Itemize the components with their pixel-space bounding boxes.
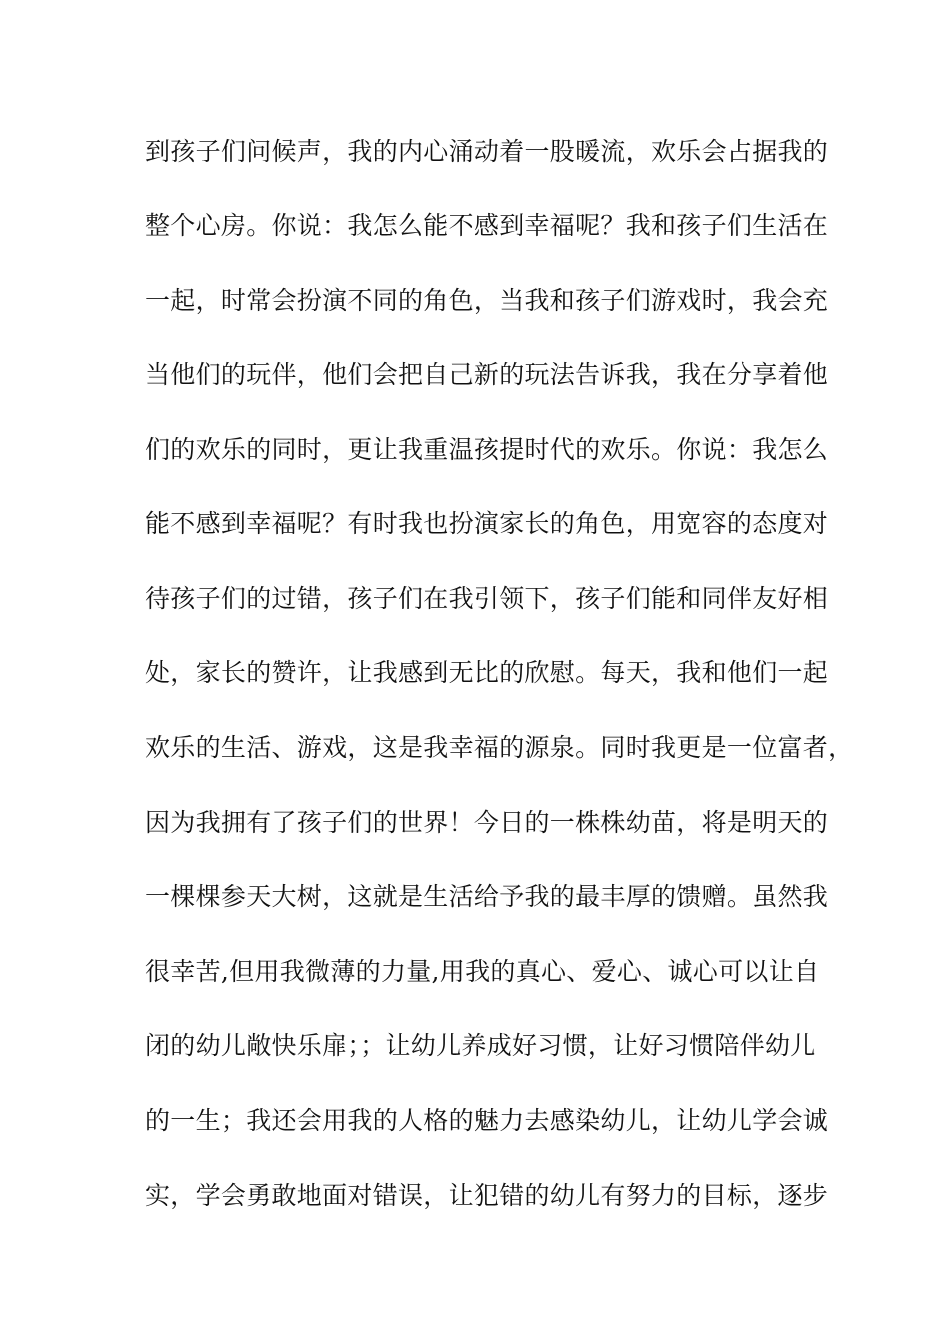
paragraph-line: 们的欢乐的同时，更让我重温孩提时代的欢乐。你说：我怎么 (145, 435, 829, 464)
paragraph-line: 能不感到幸福呢？有时我也扮演家长的角色，用宽容的态度对 (145, 509, 829, 538)
paragraph-line: 很幸苦,但用我微薄的力量,用我的真心、爱心、诚心可以让自 (145, 957, 820, 986)
paragraph-line: 一起，时常会扮演不同的角色，当我和孩子们游戏时，我会充 (145, 286, 829, 315)
paragraph-line: 当他们的玩伴，他们会把自己新的玩法告诉我，我在分享着他 (145, 360, 829, 389)
paragraph-line: 整个心房。你说：我怎么能不感到幸福呢？我和孩子们生活在 (145, 211, 829, 240)
paragraph-line: 因为我拥有了孩子们的世界！今日的一株株幼苗，将是明天的 (145, 808, 829, 837)
paragraph-line: 待孩子们的过错，孩子们在我引领下，孩子们能和同伴友好相 (145, 584, 829, 613)
paragraph-line: 处，家长的赞许，让我感到无比的欣慰。每天，我和他们一起 (145, 658, 829, 687)
paragraph-line: 实，学会勇敢地面对错误，让犯错的幼儿有努力的目标，逐步 (145, 1181, 829, 1210)
paragraph-line: 一棵棵参天大树，这就是生活给予我的最丰厚的馈赠。虽然我 (145, 882, 829, 911)
paragraph-line: 欢乐的生活、游戏，这是我幸福的源泉。同时我更是一位富者， (145, 733, 854, 762)
paragraph-line: 闭的幼儿敞快乐扉；；让幼儿养成好习惯，让好习惯陪伴幼儿 (145, 1031, 816, 1060)
paragraph-line: 的一生；我还会用我的人格的魅力去感染幼儿，让幼儿学会诚 (145, 1106, 829, 1135)
paragraph-line: 到孩子们问候声，我的内心涌动着一股暖流，欢乐会占据我的 (145, 137, 829, 166)
